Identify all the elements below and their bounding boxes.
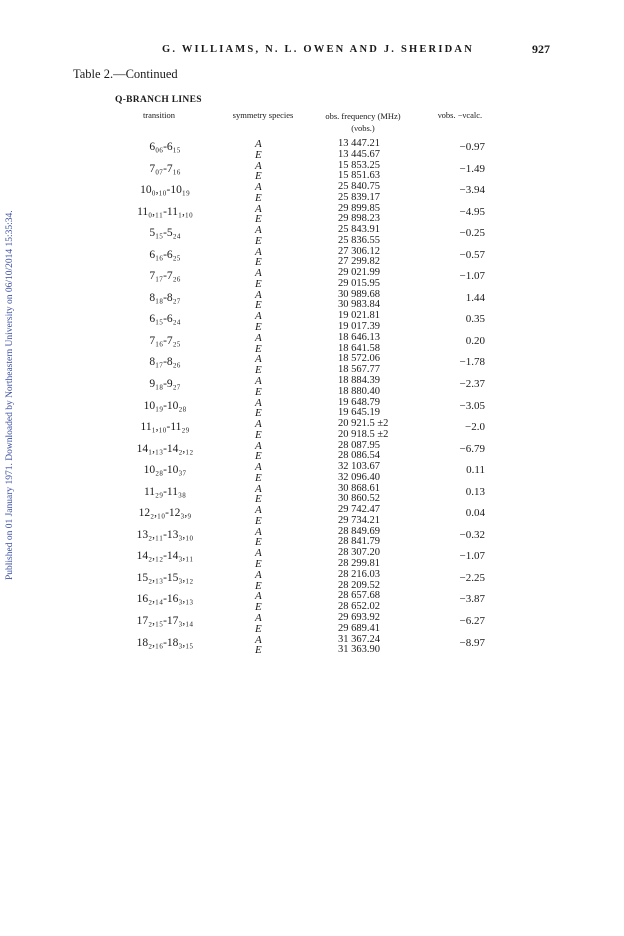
- symmetry-e-cell: E: [255, 622, 262, 635]
- table-row: [0, 483, 624, 505]
- table-row: [0, 612, 624, 634]
- difference-cell: −6.27: [459, 615, 485, 628]
- symmetry-e-cell: E: [255, 385, 262, 398]
- symmetry-e-cell: E: [255, 299, 262, 312]
- q-branch-table: [0, 138, 624, 655]
- frequency-a-cell: 28 216.03: [338, 568, 380, 580]
- symmetry-e-cell: E: [255, 557, 262, 570]
- frequency-e-cell: 29 898.23: [338, 213, 380, 225]
- frequency-a-cell: 18 646.13: [338, 331, 380, 343]
- frequency-e-cell: 18 641.58: [338, 342, 380, 354]
- symmetry-a-cell: A: [255, 138, 262, 150]
- symmetry-e-cell: E: [255, 644, 262, 657]
- symmetry-e-cell: E: [255, 320, 262, 333]
- frequency-e-cell: 30 983.84: [338, 299, 380, 311]
- difference-cell: 0.11: [466, 464, 485, 477]
- difference-cell: −0.97: [459, 141, 485, 153]
- symmetry-e-cell: E: [255, 364, 262, 377]
- download-notice-text: Published on 01 January 1971. Downloaded by Northeastern University on 06/10/2014 15:35:34.: [5, 210, 15, 580]
- frequency-e-cell: 29 015.95: [338, 277, 380, 289]
- frequency-a-cell: 29 742.47: [338, 504, 380, 516]
- transition-cell: 7₁₆-7₂₅: [149, 334, 181, 347]
- frequency-e-cell: 28 086.54: [338, 450, 380, 462]
- transition-cell: 9₁₈-9₂₇: [149, 378, 181, 391]
- symmetry-e-cell: E: [255, 170, 262, 183]
- symmetry-e-cell: E: [255, 450, 262, 463]
- symmetry-a-cell: A: [255, 418, 262, 431]
- transition-cell: 8₁₈-8₂₇: [149, 291, 181, 304]
- table-row: [0, 224, 624, 246]
- symmetry-a-cell: A: [255, 547, 262, 560]
- symmetry-e-cell: E: [255, 428, 262, 441]
- frequency-e-cell: 25 839.17: [338, 191, 380, 203]
- table-row: [0, 397, 624, 419]
- frequency-e-cell: 30 860.52: [338, 493, 380, 505]
- table-row: [0, 590, 624, 612]
- transition-cell: 14₁,₁₃-14₂,₁₂: [136, 442, 194, 455]
- frequency-a-cell: 30 868.61: [338, 482, 380, 494]
- symmetry-a-cell: A: [255, 482, 262, 495]
- difference-cell: −1.49: [459, 162, 485, 175]
- symmetry-e-cell: E: [255, 234, 262, 247]
- table-caption: Table 2.—Continued: [73, 67, 178, 81]
- difference-cell: 0.04: [465, 507, 485, 520]
- difference-cell: −2.0: [465, 421, 485, 434]
- difference-cell: −2.25: [459, 571, 485, 584]
- symmetry-e-cell: E: [255, 213, 262, 226]
- symmetry-a-cell: A: [255, 375, 262, 388]
- table-row: [0, 332, 624, 354]
- frequency-e-cell: 25 836.55: [338, 234, 380, 246]
- symmetry-a-cell: A: [255, 461, 262, 474]
- symmetry-a-cell: A: [255, 288, 262, 301]
- transition-cell: 6₁₅-6₂₄: [149, 313, 181, 326]
- table-row: [0, 440, 624, 462]
- frequency-a-cell: 13 447.21: [338, 138, 380, 149]
- frequency-e-cell: 20 918.5 ±2: [338, 428, 389, 440]
- column-header-transition: transition: [142, 110, 176, 120]
- difference-cell: −0.32: [459, 528, 485, 541]
- symmetry-a-cell: A: [255, 633, 262, 646]
- table-row: [0, 203, 624, 225]
- symmetry-a-cell: A: [255, 396, 262, 409]
- table-row: [0, 569, 624, 591]
- table-row: [0, 375, 624, 397]
- difference-cell: −6.79: [459, 442, 485, 455]
- symmetry-e-cell: E: [255, 191, 262, 204]
- frequency-e-cell: 15 851.63: [338, 170, 380, 182]
- symmetry-a-cell: A: [255, 612, 262, 625]
- transition-cell: 14₂,₁₂-14₃,₁₁: [136, 550, 194, 563]
- frequency-e-cell: 18 880.40: [338, 385, 380, 397]
- frequency-a-cell: 18 884.39: [338, 375, 380, 387]
- symmetry-a-cell: A: [255, 525, 262, 538]
- table-row: [0, 526, 624, 548]
- symmetry-a-cell: A: [255, 568, 262, 581]
- difference-cell: −3.94: [459, 184, 485, 197]
- transition-cell: 11₂₉-11₃₈: [143, 485, 186, 498]
- symmetry-a-cell: A: [255, 159, 262, 172]
- difference-cell: −1.07: [459, 550, 485, 563]
- symmetry-a-cell: A: [255, 245, 262, 258]
- frequency-a-cell: 25 840.75: [338, 181, 380, 193]
- symmetry-e-cell: E: [255, 407, 262, 420]
- symmetry-a-cell: A: [255, 439, 262, 452]
- difference-cell: −0.25: [459, 227, 485, 240]
- symmetry-a-cell: A: [255, 202, 262, 215]
- symmetry-a-cell: A: [255, 267, 262, 280]
- transition-cell: 5₁₅-5₂₄: [149, 227, 181, 240]
- frequency-a-cell: 19 021.81: [338, 310, 380, 322]
- frequency-e-cell: 13 445.67: [338, 148, 380, 160]
- symmetry-e-cell: E: [255, 256, 262, 269]
- frequency-a-cell: 28 307.20: [338, 547, 380, 559]
- frequency-e-cell: 28 841.79: [338, 536, 380, 548]
- transition-cell: 6₀₆-6₁₅: [149, 141, 181, 153]
- frequency-e-cell: 28 652.02: [338, 601, 380, 613]
- table-row: [0, 160, 624, 182]
- frequency-a-cell: 18 572.06: [338, 353, 380, 365]
- symmetry-e-cell: E: [255, 471, 262, 484]
- transition-cell: 11₀,₁₁-11₁,₁₀: [137, 205, 193, 218]
- table-row: [0, 418, 624, 440]
- table-row: [0, 461, 624, 483]
- frequency-e-cell: 27 299.82: [338, 256, 380, 268]
- transition-cell: 8₁₇-8₂₆: [149, 356, 181, 369]
- difference-cell: −1.07: [459, 270, 485, 283]
- frequency-a-cell: 28 087.95: [338, 439, 380, 451]
- difference-cell: 0.35: [465, 313, 485, 326]
- difference-cell: −3.05: [459, 399, 485, 412]
- symmetry-e-cell: E: [255, 277, 262, 290]
- difference-cell: 0.13: [465, 485, 485, 498]
- table-row: [0, 634, 624, 656]
- frequency-e-cell: 29 734.21: [338, 514, 380, 526]
- frequency-a-cell: 31 367.24: [338, 633, 380, 645]
- frequency-e-cell: 29 689.41: [338, 622, 380, 634]
- transition-cell: 16₂,₁₄-16₃,₁₃: [136, 593, 194, 606]
- transition-cell: 10₂₈-10₃₇: [143, 464, 187, 477]
- table-row: [0, 246, 624, 268]
- transition-cell: 13₂,₁₁-13₃,₁₀: [136, 528, 194, 541]
- transition-cell: 7₀₇-7₁₆: [149, 162, 181, 175]
- difference-cell: −2.37: [459, 378, 485, 391]
- symmetry-a-cell: A: [255, 181, 262, 194]
- frequency-a-cell: 15 853.25: [338, 159, 380, 171]
- page-number: 927: [532, 42, 550, 56]
- column-header-frequency: [313, 110, 413, 134]
- symmetry-e-cell: E: [255, 536, 262, 549]
- difference-cell: −3.87: [459, 593, 485, 606]
- frequency-a-cell: 28 657.68: [338, 590, 380, 602]
- symmetry-a-cell: A: [255, 590, 262, 603]
- column-header-frequency-line2: (νobs.): [351, 123, 375, 133]
- frequency-a-cell: 29 899.85: [338, 202, 380, 214]
- frequency-e-cell: 28 299.81: [338, 557, 380, 569]
- table-row: [0, 138, 624, 160]
- column-header-symmetry: symmetry species: [232, 110, 294, 120]
- transition-cell: 18₂,₁₆-18₃,₁₅: [136, 636, 194, 649]
- running-head: G. WILLIAMS, N. L. OWEN AND J. SHERIDAN: [162, 44, 474, 55]
- table-row: [0, 181, 624, 203]
- column-header-difference: νobs. −νcalc.: [437, 110, 483, 120]
- symmetry-a-cell: A: [255, 224, 262, 237]
- frequency-a-cell: 20 921.5 ±2: [338, 418, 389, 430]
- transition-cell: 7₁₇-7₂₆: [149, 270, 181, 283]
- frequency-e-cell: 28 209.52: [338, 579, 380, 591]
- symmetry-e-cell: E: [255, 148, 262, 161]
- frequency-a-cell: 29 021.99: [338, 267, 380, 279]
- symmetry-e-cell: E: [255, 493, 262, 506]
- transition-cell: 17₂,₁₅-17₃,₁₄: [136, 615, 194, 628]
- transition-cell: 10₀,₁₀-10₁₉: [140, 184, 190, 197]
- table-row: [0, 267, 624, 289]
- transition-cell: 10₁₉-10₂₈: [143, 399, 187, 412]
- frequency-a-cell: 25 843.91: [338, 224, 380, 236]
- frequency-a-cell: 29 693.92: [338, 612, 380, 624]
- symmetry-a-cell: A: [255, 504, 262, 517]
- frequency-a-cell: 32 103.67: [338, 461, 380, 473]
- difference-cell: 1.44: [465, 291, 485, 304]
- column-header-frequency-line1: obs. frequency (MHz): [325, 111, 401, 121]
- frequency-a-cell: 27 306.12: [338, 245, 380, 257]
- transition-cell: 12₂,₁₀-12₃,₉: [138, 507, 192, 520]
- table-row: [0, 353, 624, 375]
- difference-cell: −4.95: [459, 205, 485, 218]
- difference-cell: −8.97: [459, 636, 485, 649]
- frequency-e-cell: 18 567.77: [338, 364, 380, 376]
- symmetry-a-cell: A: [255, 331, 262, 344]
- difference-cell: 0.20: [465, 334, 485, 347]
- frequency-e-cell: 32 096.40: [338, 471, 380, 483]
- frequency-e-cell: 31 363.90: [338, 644, 380, 656]
- difference-cell: −0.57: [459, 248, 485, 261]
- frequency-a-cell: 19 648.79: [338, 396, 380, 408]
- table-row: [0, 547, 624, 569]
- transition-cell: 6₁₆-6₂₅: [149, 248, 181, 261]
- symmetry-e-cell: E: [255, 601, 262, 614]
- symmetry-e-cell: E: [255, 514, 262, 527]
- difference-cell: −1.78: [459, 356, 485, 369]
- transition-cell: 15₂,₁₃-15₃,₁₂: [136, 571, 194, 584]
- table-row: [0, 310, 624, 332]
- symmetry-a-cell: A: [255, 353, 262, 366]
- symmetry-e-cell: E: [255, 579, 262, 592]
- frequency-a-cell: 28 849.69: [338, 525, 380, 537]
- transition-cell: 11₁,₁₀-11₂₉: [140, 421, 190, 434]
- frequency-e-cell: 19 017.39: [338, 320, 380, 332]
- table-row: [0, 504, 624, 526]
- table-row: [0, 289, 624, 311]
- frequency-a-cell: 30 989.68: [338, 288, 380, 300]
- symmetry-e-cell: E: [255, 342, 262, 355]
- section-title: Q-BRANCH LINES: [115, 95, 202, 105]
- symmetry-a-cell: A: [255, 310, 262, 323]
- frequency-e-cell: 19 645.19: [338, 407, 380, 419]
